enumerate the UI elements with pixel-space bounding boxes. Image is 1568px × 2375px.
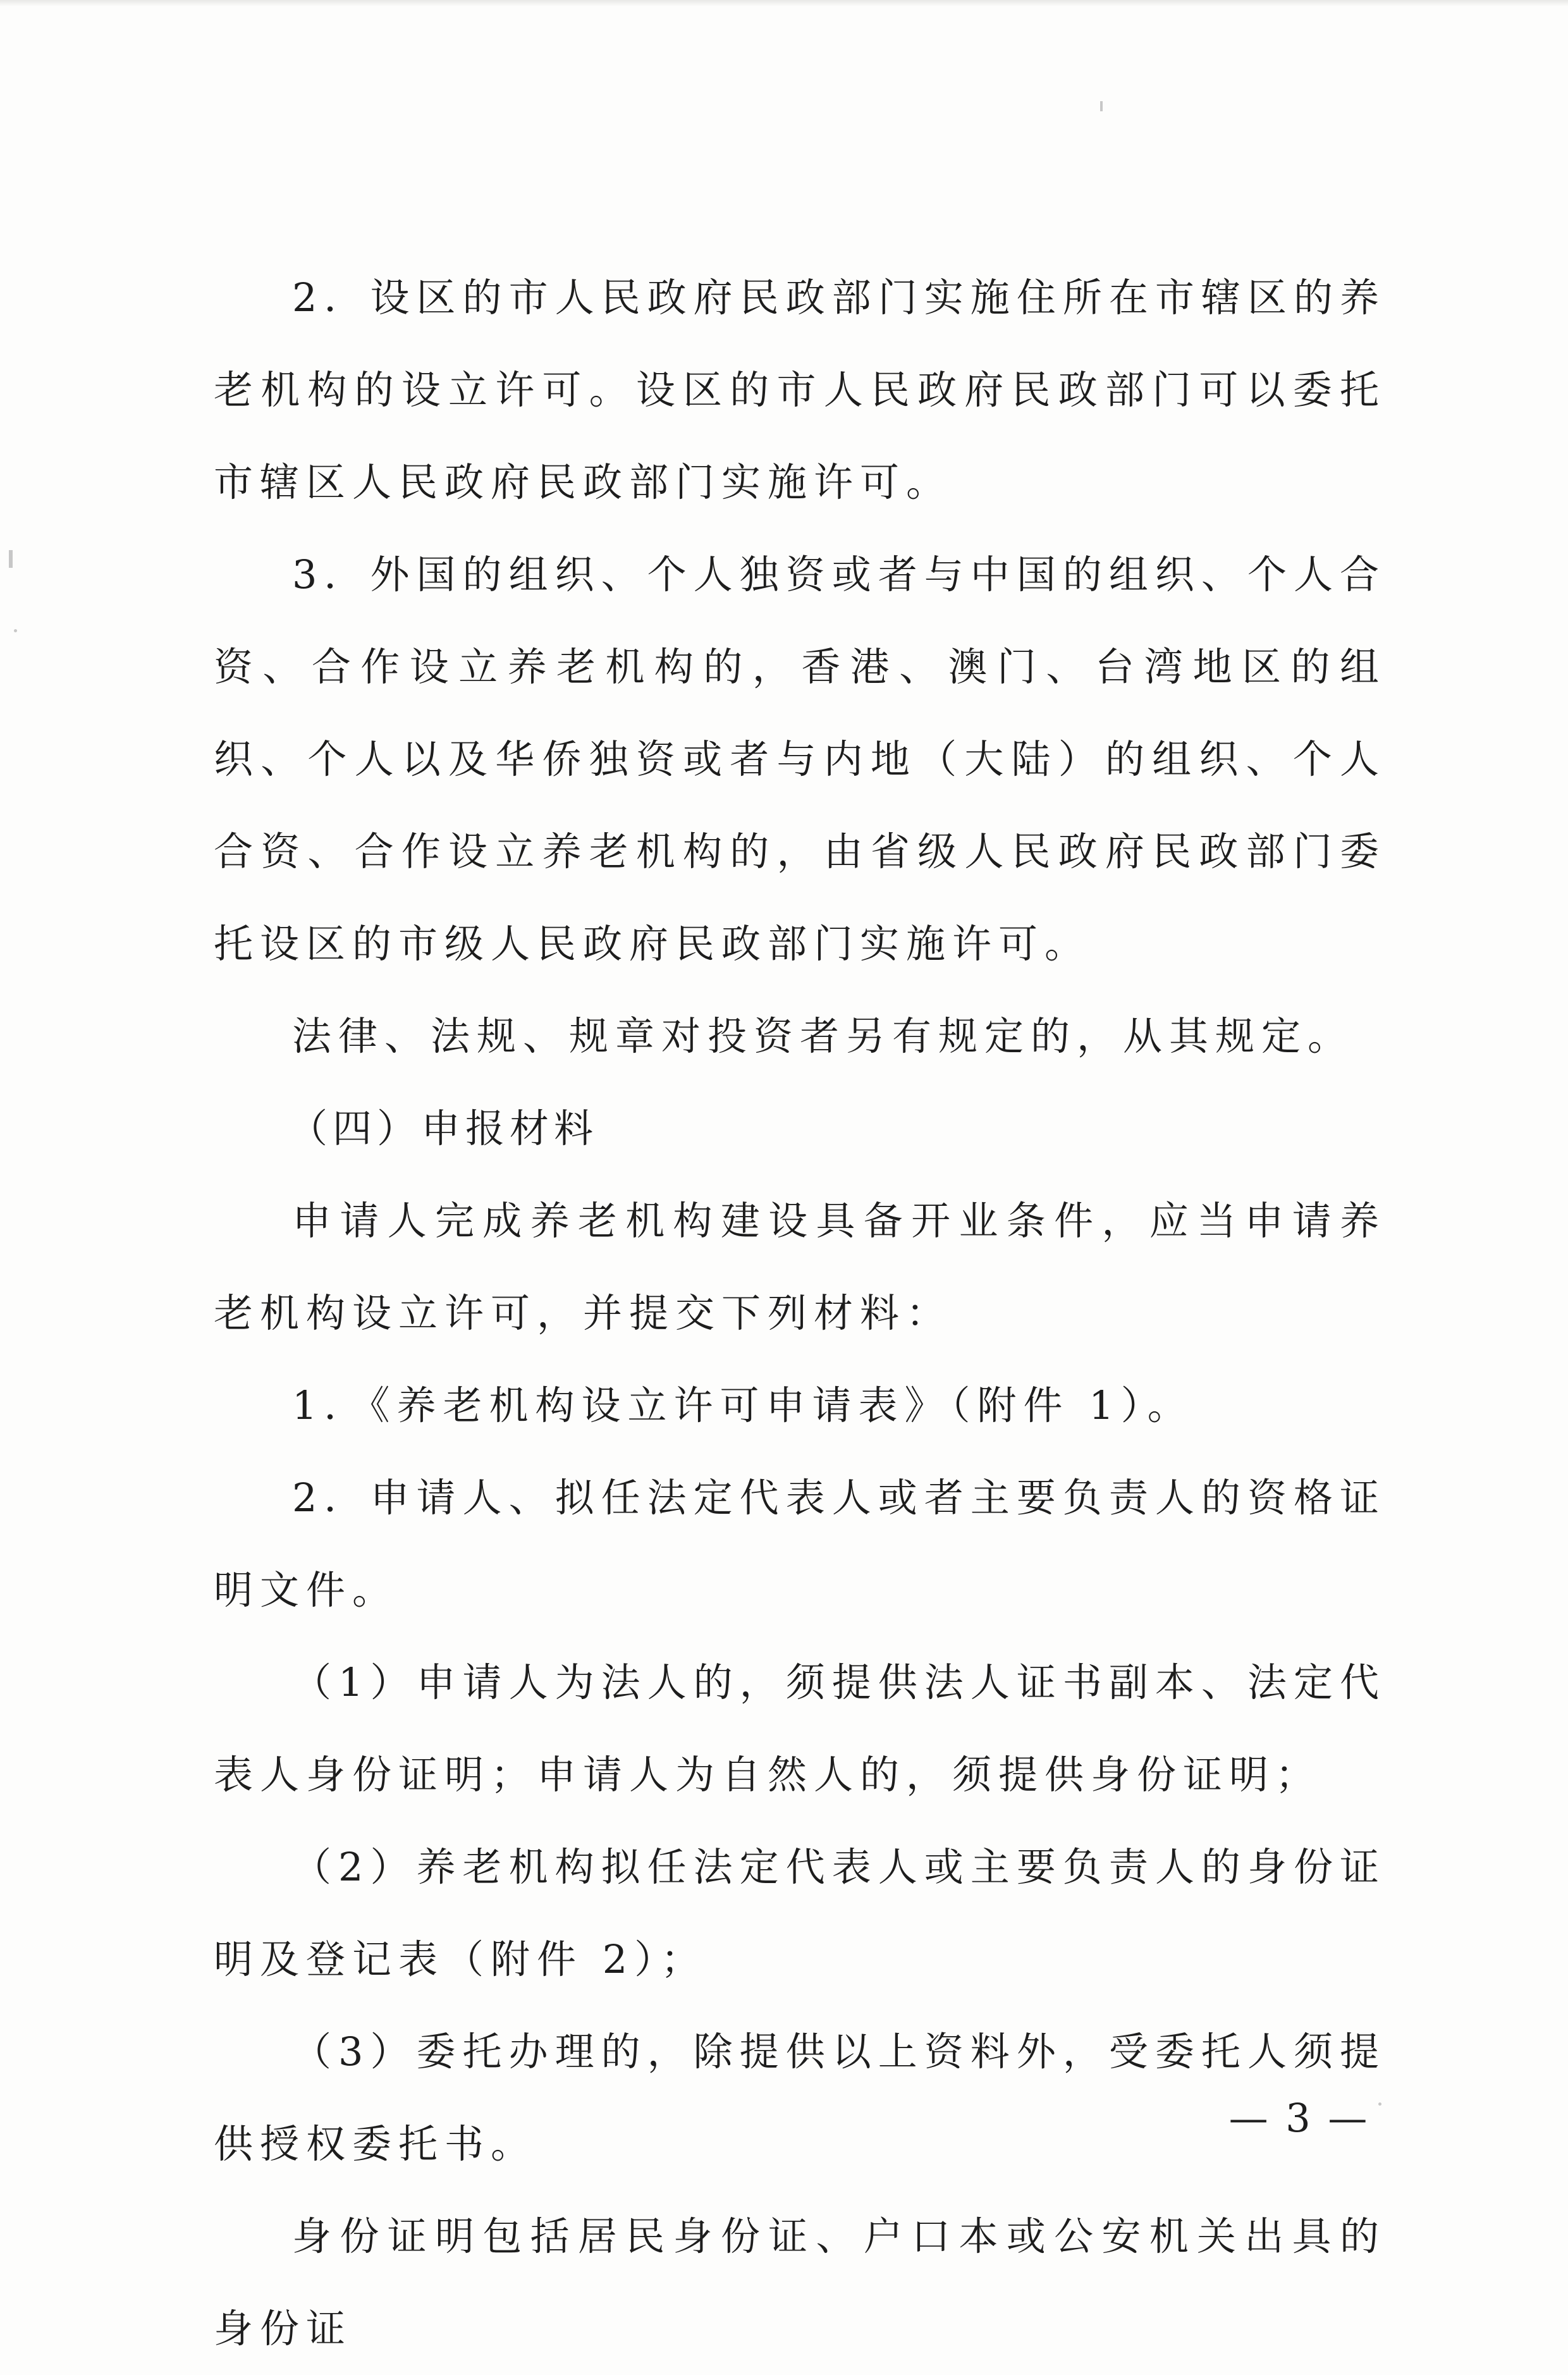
- scan-speck: [1100, 101, 1103, 111]
- paragraph-item-3-foreign-investment: 3．外国的组织、个人独资或者与中国的组织、个人合资、合作设立养老机构的，香港、澳门、台湾地区的组织、个人以及华侨独资或者与内地（大陆）的组织、个人合资、合作设立养老机构的，由省级人民政府民政部门委托设区的市级人民政府民政部门实施许可。: [214, 551, 1386, 967]
- scan-speck: [1378, 2102, 1381, 2106]
- paragraph-material-1: 1．《养老机构设立许可申请表》（附件 1）。: [292, 1382, 1194, 1428]
- scan-speck: [9, 550, 13, 568]
- paragraph-material-2-sub-3: （3）委托办理的，除提供以上资料外，受委托人须提供授权委托书。: [214, 2028, 1386, 2167]
- paragraph-law-exception: 法律、法规、规章对投资者另有规定的，从其规定。: [292, 1013, 1354, 1059]
- paragraph-application-intro: 申请人完成养老机构建设具备开业条件，应当申请养老机构设立许可，并提交下列材料：: [214, 1198, 1386, 1336]
- paragraph-item-2-municipal-permit: 2．设区的市人民政府民政部门实施住所在市辖区的养老机构的设立许可。设区的市人民政府民政部门可以委托市辖区人民政府民政部门实施许可。: [214, 274, 1386, 505]
- section-heading-application-materials: （四）申报材料: [288, 1105, 599, 1151]
- paragraph-material-2: 2．申请人、拟任法定代表人或者主要负责人的资格证明文件。: [214, 1475, 1386, 1613]
- scan-speck: [14, 629, 17, 632]
- document-body: [214, 252, 1386, 2375]
- page-number: — 3 —: [1228, 2095, 1370, 2141]
- paragraph-material-2-sub-1: （1）申请人为法人的，须提供法人证书副本、法定代表人身份证明；申请人为自然人的，须提供身份证明；: [214, 1659, 1386, 1798]
- paragraph-identity-proof: 身份证明包括居民身份证、户口本或公安机关出具的身份证: [214, 2213, 1386, 2352]
- scan-edge-shadow: [0, 0, 1568, 6]
- paragraph-material-2-sub-2: （2）养老机构拟任法定代表人或主要负责人的身份证明及登记表（附件 2）；: [214, 1844, 1386, 1982]
